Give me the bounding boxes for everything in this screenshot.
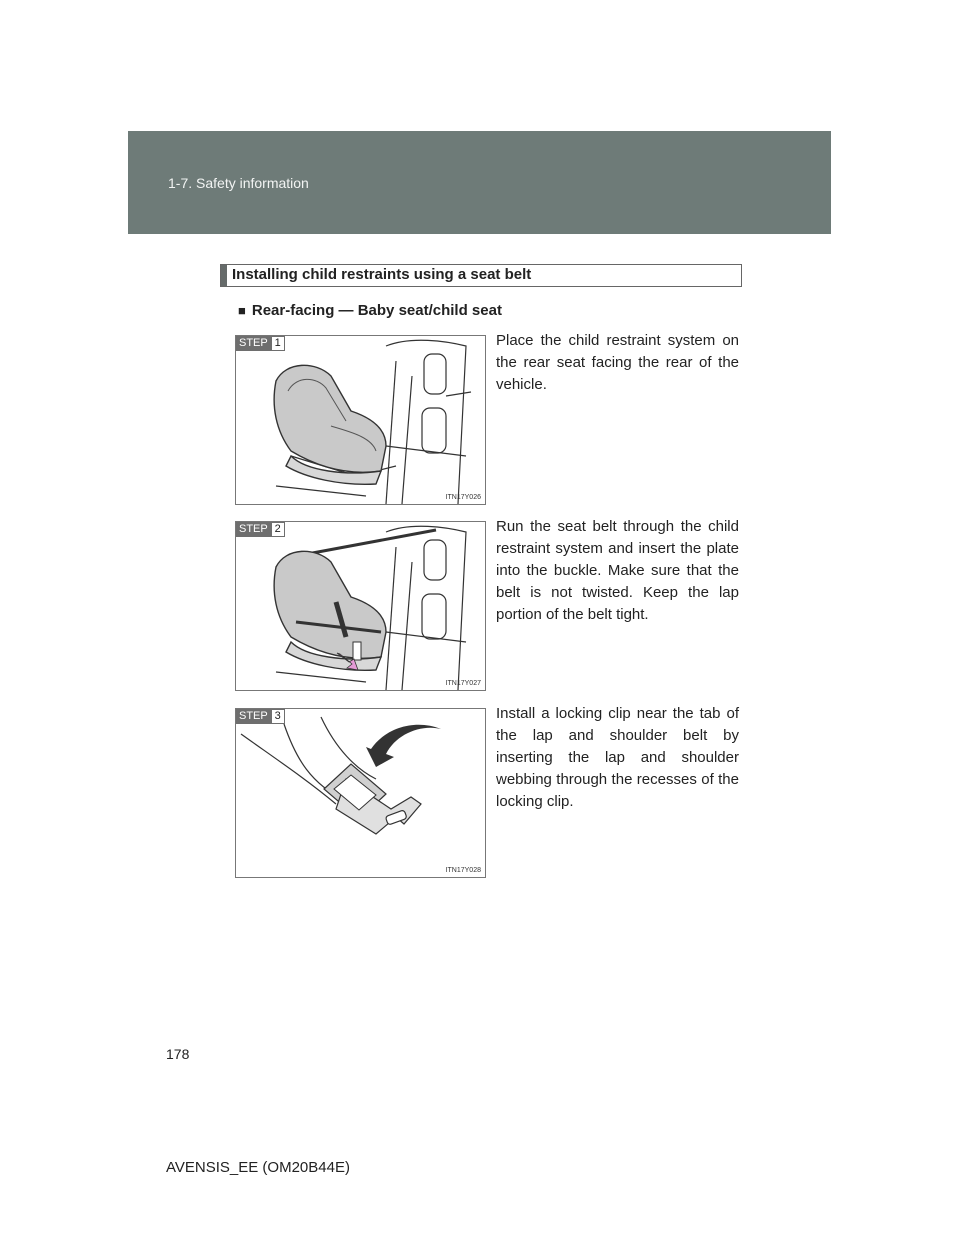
figure-code: ITN17Y026 (445, 494, 481, 501)
locking-clip-illustration (236, 709, 485, 877)
step-label: STEP (236, 709, 271, 724)
bullet-heading (238, 302, 502, 319)
document-id: AVENSIS_EE (OM20B44E) (166, 1159, 350, 1176)
step-number: 2 (271, 522, 285, 537)
step-3-tag (236, 709, 285, 724)
square-bullet-icon: ■ (238, 303, 246, 318)
step-label: STEP (236, 336, 271, 351)
step-2-text: Run the seat belt through the child restraint system and insert the plate into the buckle. Make sure that the belt is not twisted. Keep the lap portion of the belt tight. (496, 518, 739, 623)
rear-facing-seat-illustration (236, 336, 485, 504)
step-3-figure (235, 708, 486, 878)
section-title-box (220, 264, 742, 287)
belt-routing-illustration (236, 522, 485, 690)
step-1-tag (236, 336, 285, 351)
figure-code: ITN17Y028 (445, 867, 481, 874)
bullet-heading-text: Rear-facing — Baby seat/child seat (251, 302, 502, 319)
figure-code: ITN17Y027 (445, 680, 481, 687)
step-number: 3 (271, 709, 285, 724)
section-label: 1-7. Safety information (168, 175, 309, 191)
step-label: STEP (236, 522, 271, 537)
section-title-bar (221, 265, 227, 286)
step-1-text: Place the child restraint system on the rear seat facing the rear of the vehicle. (496, 332, 739, 393)
header-band (128, 131, 831, 234)
page-number: 178 (166, 1046, 190, 1062)
step-2-tag (236, 522, 285, 537)
step-1-figure (235, 335, 486, 505)
step-2-figure (235, 521, 486, 691)
step-number: 1 (271, 336, 285, 351)
step-3-text: Install a locking clip near the tab of the lap and shoulder belt by inserting the lap and shoulder webbing through the recesses of the locking clip. (496, 705, 739, 810)
section-title: Installing child restraints using a seat belt (232, 266, 532, 283)
